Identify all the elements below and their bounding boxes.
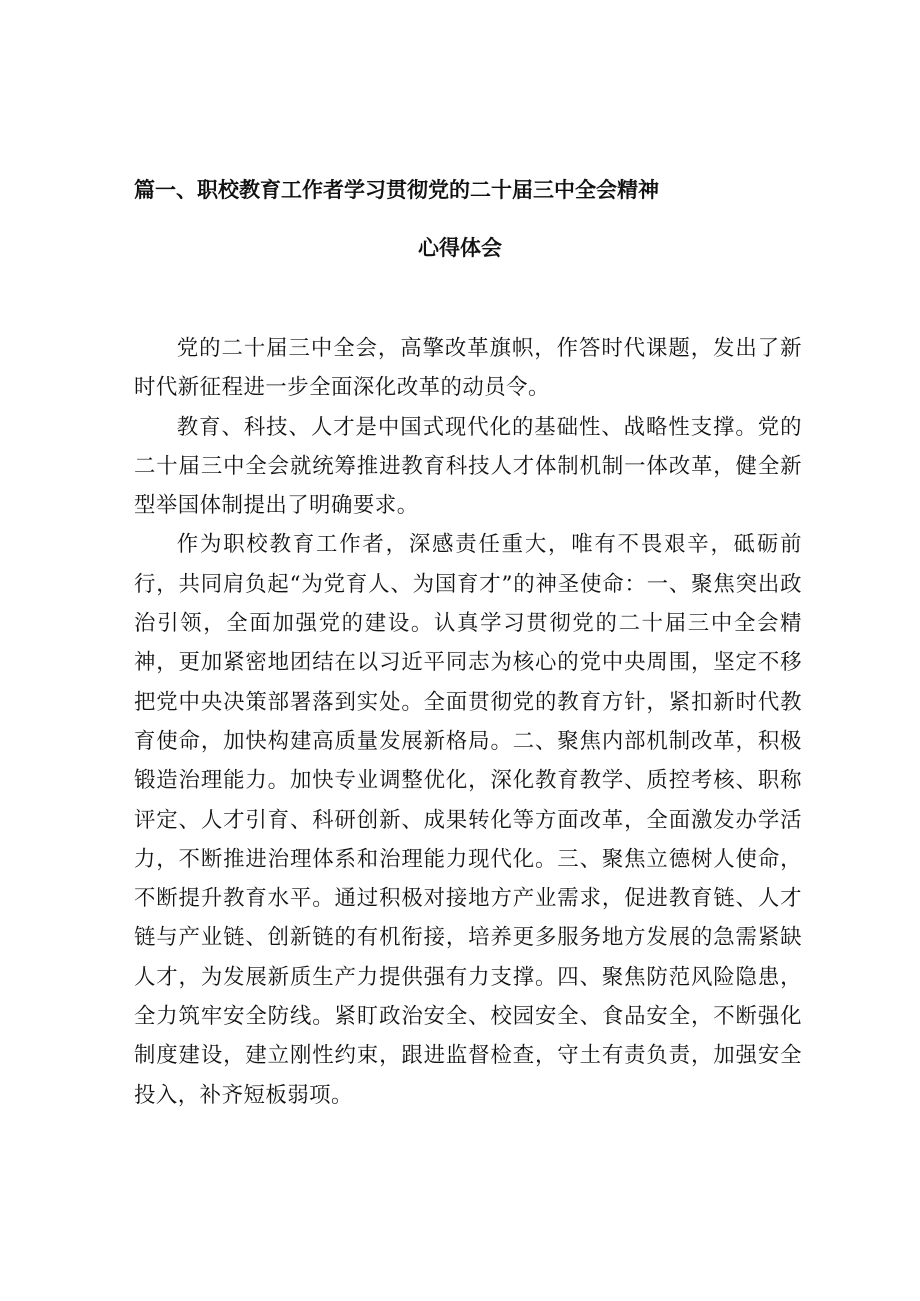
paragraph-1: 党的二十届三中全会，高擎改革旗帜，作答时代课题，发出了新时代新征程进一步全面深化改革的动员令。 <box>134 336 802 401</box>
document-subtitle: 心得体会 <box>418 236 502 260</box>
paragraph-3: 作为职校教育工作者，深感责任重大，唯有不畏艰辛，砥砺前行，共同肩负起“为党育人、为国育才”的神圣使命：一、聚焦突出政治引领，全面加强党的建设。认真学习贯彻党的二十届三中全会精神，更加紧密地团结在以习近平同志为核心的党中央周围，坚定不移把党中央决策部署落到实处。全面贯彻党的教育方针，紧扣新时代教育使命，加快构建高质量发展新格局。二、聚焦内部机制改革，积极锻造治理能力。加快专业调整优化，深化教育教学、质控考核、职称评定、人才引育、科研创新、成果转化等方面改革，全面激发办学活力，不断推进治理体系和治理能力现代化。三、聚焦立德树人使命，不断提升教育水平。通过积极对接地方产业需求，促进教育链、人才链与产业链、创新链的有机衔接，培养更多服务地方发展的急需紧缺人才，为发展新质生产力提供强有力支撑。四、聚焦防范风险隐患，全力筑牢安全防线。紧盯政治安全、校园安全、食品安全，不断强化制度建设，建立刚性约束，跟进监督检查，守土有责负责，加强安全投入，补齐短板弱项。 <box>134 532 802 1108</box>
document-body <box>134 329 802 1115</box>
document-title: 篇一、职校教育工作者学习贯彻党的二十届三中全会精神 <box>134 178 659 202</box>
paragraph-2: 教育、科技、人才是中国式现代化的基础性、战略性支撑。党的二十届三中全会就统筹推进教育科技人才体制机制一体改革，健全新型举国体制提出了明确要求。 <box>134 414 802 519</box>
